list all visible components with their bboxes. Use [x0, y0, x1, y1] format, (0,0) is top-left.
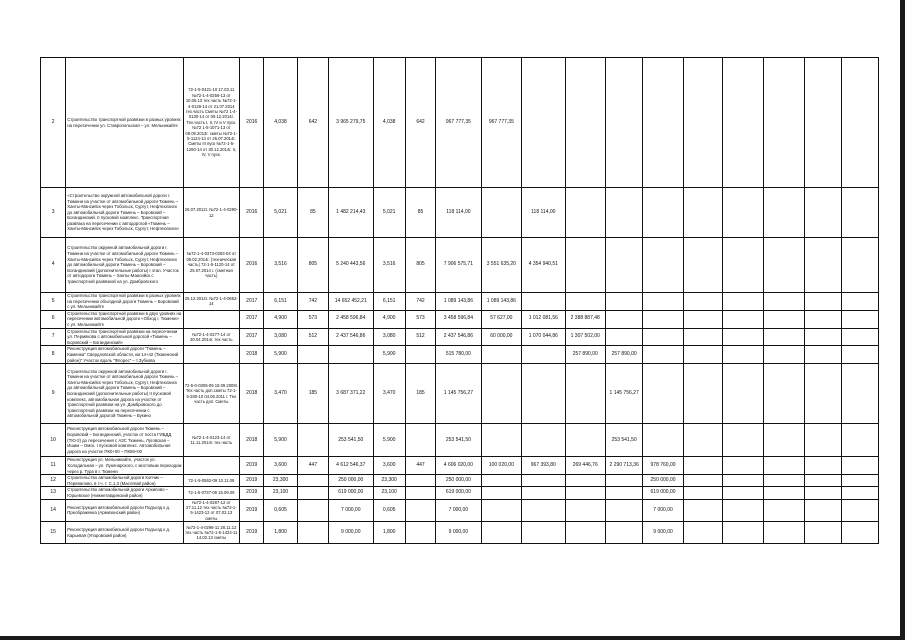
table-row: [41, 293, 879, 311]
cell-document-ref: 25.12.2014г. №72-1-4-0652-14: [183, 293, 240, 311]
cell-area-2: 85: [405, 188, 435, 238]
cell-sum-col-5: [643, 293, 683, 311]
cell-area: [297, 499, 328, 522]
cell-sum-col-5: 978 760,00: [643, 457, 683, 475]
cell-row-number: 13: [41, 487, 66, 499]
cell-object-name: Строительство транспортной развязки в разных уровнях на пересечении ул. Ставропольская – ул. Мельникайте: [66, 58, 183, 188]
cell-empty: [763, 328, 804, 346]
cell-sum-col-4: 253 541,50: [605, 424, 642, 457]
table-row: [41, 346, 879, 364]
cell-total-sum: 7 000,00: [436, 499, 481, 522]
cell-year: 2016: [240, 188, 264, 238]
cell-empty: [842, 364, 879, 424]
cell-empty: [805, 346, 842, 364]
cell-empty: [842, 457, 879, 475]
cell-sum-col-3: [565, 424, 605, 457]
cell-length-km-2: 0,605: [373, 499, 405, 522]
cell-sum-col-4: [605, 58, 642, 188]
cell-empty: [805, 293, 842, 311]
cell-empty: [842, 499, 879, 522]
cell-area-2: [405, 522, 435, 544]
cell-length-km: 23,300: [264, 475, 297, 487]
cell-sum-col-4: 2 290 713,36: [605, 457, 642, 475]
cell-length-km-2: 5,900: [373, 346, 405, 364]
table-row: [41, 310, 879, 328]
table-row: [41, 499, 879, 522]
cell-year: 2019: [240, 487, 264, 499]
cell-cost: 3 965 279,75: [329, 58, 373, 188]
cell-object-name: Строительство окружной автомобильной дороги г. Тюмени на участке от автомобильной дороги Тюмень – Ханты-Мансийск через Тобольск, Сургут, Нефтеюганск до автомобильной дороги Тюмень – Боровский – Богандинский (дополнительные работы) I этап. Участок от автодороги Тюмень – Ханты-Мансийск с транспортной развязкой на ул. Домбровского: [66, 238, 183, 293]
cell-year: 2018: [240, 424, 264, 457]
cell-sum-col-4: 257 890,00: [605, 346, 642, 364]
cell-empty: [723, 238, 763, 293]
cell-length-km: 4,900: [264, 310, 297, 328]
cell-sum-col-2: [522, 475, 565, 487]
cell-row-number: 6: [41, 310, 66, 328]
cell-sum-col-5: [643, 238, 683, 293]
cell-sum-col-4: [605, 328, 642, 346]
cell-year: 2018: [240, 346, 264, 364]
cell-area: [297, 487, 328, 499]
cell-empty: [842, 188, 879, 238]
cell-row-number: 4: [41, 238, 66, 293]
cell-row-number: 11: [41, 457, 66, 475]
cell-sum-col-4: [605, 499, 642, 522]
cell-sum-col-6: [683, 424, 722, 457]
cell-empty: [763, 188, 804, 238]
cell-area-2: [405, 424, 435, 457]
cell-cost: 1 482 214,43: [329, 188, 373, 238]
cell-sum-col-1: 967 777,35: [481, 58, 521, 188]
cell-year: 2017: [240, 328, 264, 346]
cell-row-number: 2: [41, 58, 66, 188]
cell-object-name: Строительство транспортной развязки в двух уровнях на пересечении автомобильной дороги «Обход г. Тюмени» с ул. Мельникайте: [67, 310, 182, 327]
cell-area: 805: [297, 238, 328, 293]
cell-length-km: 4,038: [264, 58, 297, 188]
cell-area-2: [405, 475, 435, 487]
cell-sum-col-2: 1 070 044,86: [522, 328, 565, 346]
cell-empty: [842, 328, 879, 346]
cell-total-sum: 7 906 575,71: [436, 238, 481, 293]
cell-document-ref: №72-1-4-0296-11 28.11.12 тех.часть №72-1-5-1424-11 14.02.13 сметы: [183, 522, 240, 544]
cell-area: 573: [297, 310, 328, 328]
cell-cost: 14 652 452,21: [329, 293, 373, 311]
cell-sum-col-4: [605, 487, 642, 499]
cell-empty: [842, 58, 879, 188]
cell-length-km-2: 4,900: [373, 310, 405, 328]
cell-empty: [842, 238, 879, 293]
cell-document-ref: 72-1-5-0421-10 17.03.11 №72-1-4-0256-13 от 10.06.13 тех.часть №72-1-4-0129-14 от 21.07.2014 тех.часть Сметы №72 1-4-0130-14 от 09.12.2014г. Тех.часть I, II, IV и V пуск. №72 1-5-1071-13 от 08.09.2013г. сметы №72-1-5-1124-14 от 25.07.2014г. Сметы III пуск №72-1-5-1260-14 от 30.12.2014г. II, IV, V пуск.: [183, 58, 240, 188]
cell-area: [297, 475, 328, 487]
cell-sum-col-5: [643, 328, 683, 346]
cell-empty: [805, 475, 842, 487]
cell-sum-col-4: [605, 188, 642, 238]
cell-length-km: 23,100: [264, 487, 297, 499]
cell-sum-col-1: 3 551 635,20: [481, 238, 521, 293]
cell-year: 2019: [240, 499, 264, 522]
cell-year: 2019: [240, 522, 264, 544]
cell-sum-col-3: [565, 58, 605, 188]
cell-area-2: 805: [405, 238, 435, 293]
cell-total-sum: 118 114,00: [436, 188, 481, 238]
cell-sum-col-5: 619 000,00: [643, 487, 683, 499]
cell-sum-col-2: [522, 58, 565, 188]
cell-length-km: 3,080: [264, 328, 297, 346]
cell-sum-col-2: [522, 424, 565, 457]
cell-sum-col-2: 4 354 940,51: [522, 238, 565, 293]
cell-sum-col-3: 269 446,76: [565, 457, 605, 475]
cell-row-number: 10: [41, 424, 66, 457]
cell-sum-col-2: [522, 293, 565, 311]
cell-sum-col-6: [683, 475, 722, 487]
cell-sum-col-3: [565, 522, 605, 544]
cell-area-2: 642: [405, 58, 435, 188]
cell-sum-col-6: [683, 522, 722, 544]
cell-total-sum: 250 000,00: [436, 475, 481, 487]
cell-object-name: Строительство автомобильной дороги Архипово – Юрьевское (Нижнетавдинский район): [66, 487, 183, 499]
cell-document-ref: №72-1-4-0123-14 от 11.11.2014г. тех.часть: [183, 424, 240, 457]
cell-sum-col-5: [643, 424, 683, 457]
road-projects-table: [40, 57, 879, 544]
cell-total-sum: 253 541,50: [436, 424, 481, 457]
cell-length-km: 5,900: [264, 346, 297, 364]
cell-total-sum: 619 000,00: [436, 487, 481, 499]
cell-area: 85: [297, 188, 328, 238]
cell-area-2: 573: [405, 310, 435, 328]
cell-sum-col-1: [481, 475, 521, 487]
cell-area: 185: [297, 364, 328, 424]
cell-area: [297, 522, 328, 544]
cell-sum-col-5: 7 000,00: [643, 499, 683, 522]
cell-area-2: 512: [405, 328, 435, 346]
cell-empty: [763, 487, 804, 499]
cell-total-sum: 2 437 546,86: [436, 328, 481, 346]
cell-row-number: 9: [41, 364, 66, 424]
cell-row-number: 5: [41, 293, 66, 311]
cell-empty: [805, 364, 842, 424]
cell-area: 447: [297, 457, 328, 475]
cell-object-name: Строительство транспортной развязки в разных уровнях на пересечении объездной дороги Тюмень – Боровский с ул. Мельникайте: [66, 293, 183, 311]
cell-cost: 253 541,50: [329, 424, 373, 457]
cell-sum-col-4: [605, 238, 642, 293]
cell-cost: 619 000,00: [329, 487, 373, 499]
cell-object-name: Реконструкция ул. Мельникайте, участок ул. Холодильная – ул. Луначарского, с мостовым переходом через р. Тура в г. Тюмени: [67, 457, 182, 474]
cell-total-sum: 4 606 020,00: [436, 457, 481, 475]
cell-empty: [763, 238, 804, 293]
cell-empty: [805, 487, 842, 499]
cell-empty: [723, 424, 763, 457]
cell-area-2: [405, 346, 435, 364]
cell-length-km-2: 5,900: [373, 424, 405, 457]
cell-length-km: 0,605: [264, 499, 297, 522]
cell-year: 2018: [240, 364, 264, 424]
cell-empty: [805, 238, 842, 293]
cell-sum-col-2: [522, 522, 565, 544]
cell-sum-col-1: [481, 424, 521, 457]
table-row: [41, 522, 879, 544]
cell-length-km-2: 3,600: [373, 457, 405, 475]
cell-year: 2019: [240, 475, 264, 487]
cell-object-name: Строительство транспортной развязки на пересечении ул. Пермякова с автомобильной дорогой «Тюмень – Боровский – Богандинский»: [66, 328, 183, 346]
cell-empty: [763, 499, 804, 522]
cell-empty: [842, 475, 879, 487]
cell-document-ref: 26.07.2012г. №72-1-4-0290-12: [183, 188, 240, 238]
cell-sum-col-6: [683, 188, 722, 238]
cell-row-number: 15: [41, 522, 66, 544]
cell-empty: [763, 310, 804, 328]
cell-sum-col-6: [683, 238, 722, 293]
cell-sum-col-5: 9 000,00: [643, 522, 683, 544]
cell-sum-col-4: [605, 522, 642, 544]
cell-area-2: 447: [405, 457, 435, 475]
cell-sum-col-1: [481, 499, 521, 522]
cell-sum-col-3: [565, 499, 605, 522]
table-row: [41, 424, 879, 457]
cell-empty: [805, 424, 842, 457]
cell-total-sum: 9 000,00: [436, 522, 481, 544]
cell-sum-col-3: 1 307 502,00: [565, 328, 605, 346]
cell-sum-col-6: [683, 457, 722, 475]
cell-length-km-2: 1,800: [373, 522, 405, 544]
cell-sum-col-1: 1 089 143,86: [481, 293, 521, 311]
cell-sum-col-2: [522, 487, 565, 499]
cell-length-km: 5,900: [264, 424, 297, 457]
cell-sum-col-5: [643, 58, 683, 188]
cell-length-km-2: 23,300: [373, 475, 405, 487]
cell-total-sum: 967 777,35: [436, 58, 481, 188]
cell-document-ref: №72-1-4-0373-0293-04 от 06.02.2014г. (техническая часть) 72-1-5-1120-14 от 25.07.2014 г. (сметная часть): [183, 238, 240, 293]
cell-sum-col-1: 57 627,00: [481, 310, 521, 328]
cell-area: [297, 346, 328, 364]
table-row: [41, 238, 879, 293]
cell-empty: [763, 475, 804, 487]
cell-sum-col-2: 967 393,80: [522, 457, 565, 475]
cell-sum-col-1: [481, 487, 521, 499]
table-row: [41, 457, 879, 475]
cell-cost: 2 437 546,86: [329, 328, 373, 346]
cell-sum-col-6: [683, 310, 722, 328]
cell-row-number: 7: [41, 328, 66, 346]
cell-total-sum: 1 089 143,86: [436, 293, 481, 311]
cell-document-ref: 72-1-5-0737-09 15.09.09: [183, 487, 240, 499]
cell-length-km-2: 5,021: [373, 188, 405, 238]
cell-sum-col-1: [481, 364, 521, 424]
cell-year: 2016: [240, 58, 264, 188]
cell-empty: [763, 364, 804, 424]
cell-object-name: Реконструкция автомобильной дороги "Тюмень – Каменка" Свердловской области, км 14+42 (Тюменский район)" Участок вдоль "Флорес" – т.Зубкова: [66, 346, 183, 364]
cell-document-ref: 72-5-0-0305-09 18.09.2009г. Тех.часть доп.сметы 72-1-5-280-10 04.06.2011 г. Тех часть доп. Сметы: [183, 364, 240, 424]
cell-length-km-2: 3,516: [373, 238, 405, 293]
cell-sum-col-4: [605, 293, 642, 311]
cell-row-number: 14: [41, 499, 66, 522]
cell-empty: [763, 58, 804, 188]
cell-sum-col-2: 118 114,00: [522, 188, 565, 238]
cell-cost: 5 240 443,56: [329, 238, 373, 293]
cell-empty: [763, 293, 804, 311]
cell-sum-col-5: 250 000,00: [643, 475, 683, 487]
cell-empty: [805, 58, 842, 188]
cell-empty: [842, 522, 879, 544]
cell-empty: [723, 499, 763, 522]
cell-area: 742: [297, 293, 328, 311]
cell-sum-col-6: [683, 364, 722, 424]
cell-document-ref: [183, 457, 240, 475]
cell-length-km: 1,800: [264, 522, 297, 544]
cell-sum-col-5: [643, 364, 683, 424]
cell-sum-col-6: [683, 293, 722, 311]
cell-sum-col-1: [481, 346, 521, 364]
cell-empty: [723, 522, 763, 544]
scan-edge-bottom: [0, 636, 905, 640]
cell-sum-col-1: [481, 522, 521, 544]
cell-sum-col-1: 100 020,00: [481, 457, 521, 475]
cell-row-number: 3: [41, 188, 66, 238]
cell-empty: [723, 58, 763, 188]
cell-empty: [842, 487, 879, 499]
cell-sum-col-6: [683, 58, 722, 188]
cell-total-sum: 1 145 756,27: [436, 364, 481, 424]
cell-total-sum: 515 780,00: [436, 346, 481, 364]
cell-sum-col-3: 257 890,00: [565, 346, 605, 364]
table-row: [41, 58, 879, 188]
cell-row-number: 8: [41, 346, 66, 364]
cell-sum-col-6: [683, 346, 722, 364]
cell-total-sum: 3 458 596,84: [436, 310, 481, 328]
cell-cost: 250 000,00: [329, 475, 373, 487]
cell-sum-col-3: [565, 188, 605, 238]
cell-empty: [805, 522, 842, 544]
cell-empty: [723, 457, 763, 475]
table-row: [41, 188, 879, 238]
cell-cost: 2 458 596,84: [329, 310, 373, 328]
cell-object-name: Строительство автомобильной дороги Копчик – Перевалово, в т.ч. т. С.1,3 (Маслягай район): [66, 475, 183, 487]
cell-document-ref: 72-1-5-0562-09 10.11.09: [183, 475, 240, 487]
cell-sum-col-3: [565, 293, 605, 311]
cell-sum-col-3: 2 388 887,48: [565, 310, 605, 328]
cell-empty: [763, 457, 804, 475]
cell-sum-col-4: [605, 310, 642, 328]
cell-sum-col-3: [565, 475, 605, 487]
cell-length-km-2: 6,151: [373, 293, 405, 311]
cell-empty: [723, 328, 763, 346]
table-row: [41, 328, 879, 346]
cell-row-number: 12: [41, 475, 66, 487]
cell-sum-col-6: [683, 487, 722, 499]
cell-cost: [329, 346, 373, 364]
table-row: [41, 487, 879, 499]
cell-sum-col-5: [643, 310, 683, 328]
cell-length-km-2: 23,100: [373, 487, 405, 499]
cell-empty: [842, 346, 879, 364]
cell-empty: [723, 346, 763, 364]
cell-year: 2017: [240, 310, 264, 328]
cell-sum-col-2: 1 012 081,56: [522, 310, 565, 328]
cell-area-2: [405, 487, 435, 499]
cell-length-km: 3,600: [264, 457, 297, 475]
cell-document-ref: [183, 346, 240, 364]
cell-sum-col-4: 1 145 756,27: [605, 364, 642, 424]
cell-sum-col-6: [683, 328, 722, 346]
cell-empty: [842, 424, 879, 457]
table-row: [41, 475, 879, 487]
cell-area: 642: [297, 58, 328, 188]
cell-sum-col-1: [481, 188, 521, 238]
cell-empty: [842, 293, 879, 311]
cell-empty: [763, 424, 804, 457]
cell-year: 2019: [240, 457, 264, 475]
scan-edge-right: [900, 0, 905, 640]
cell-area: 512: [297, 328, 328, 346]
cell-length-km-2: 3,080: [373, 328, 405, 346]
cell-empty: [723, 188, 763, 238]
cell-empty: [842, 310, 879, 328]
cell-cost: 4 612 546,37: [329, 457, 373, 475]
cell-sum-col-3: [565, 238, 605, 293]
cell-empty: [723, 293, 763, 311]
cell-cost: 9 000,00: [329, 522, 373, 544]
cell-document-ref: №72-1-4-0287-12 от 27.11.12 тех.часть №72-1-5-1423-12 от 07.02.13 сметы: [183, 499, 240, 522]
cell-length-km-2: 3,470: [373, 364, 405, 424]
cell-document-ref: №72-1-4-0277-14 от 30.04.2014г. тех.часть: [183, 328, 240, 346]
cell-empty: [805, 310, 842, 328]
cell-area-2: [405, 499, 435, 522]
cell-empty: [805, 499, 842, 522]
cell-year: 2017: [240, 293, 264, 311]
cell-year: 2016: [240, 238, 264, 293]
cell-empty: [723, 364, 763, 424]
cell-sum-col-3: [565, 487, 605, 499]
cell-cost: 7 000,00: [329, 499, 373, 522]
cell-sum-col-2: [522, 346, 565, 364]
cell-length-km: 5,021: [264, 188, 297, 238]
cell-empty: [723, 475, 763, 487]
cell-sum-col-5: [643, 188, 683, 238]
cell-empty: [723, 487, 763, 499]
cell-sum-col-5: [643, 346, 683, 364]
cell-object-name: Реконструкция автомобильной дороги Подъезд к д. Карьевая (Упоровский район): [66, 522, 183, 544]
table-row: [41, 364, 879, 424]
cell-length-km: 6,151: [264, 293, 297, 311]
cell-empty: [805, 457, 842, 475]
cell-area: [297, 424, 328, 457]
cell-sum-col-3: [565, 364, 605, 424]
cell-empty: [763, 522, 804, 544]
cell-empty: [805, 328, 842, 346]
cell-object-name: «Строительство окружной автомобильной дороги г. Тюмени на участке от автомобильной дороги Тюмень – Ханты-Мансийск через Тобольск, Сургут, Нефтеюганск до автомобильной дороги Тюмень – Боровский – Богандинский. II пусковой комплекс. Транспортная развязка на пересечении с автодорогой «Тюмень – Ханты-Мансийск через Тобольск, Сургут, Нефтеюганск»: [66, 188, 183, 238]
cell-length-km-2: 4,038: [373, 58, 405, 188]
cell-length-km: 3,516: [264, 238, 297, 293]
cell-empty: [763, 346, 804, 364]
cell-length-km: 3,470: [264, 364, 297, 424]
cell-cost: 3 687 371,22: [329, 364, 373, 424]
cell-sum-col-2: [522, 499, 565, 522]
cell-area-2: 185: [405, 364, 435, 424]
cell-object-name: Строительство окружной автомобильной дороги г. Тюмени на участке от автомобильной дороги Тюмень – Ханты-Мансийск через Тобольск, Сургут, Нефтеюганск до автомобильной дороги Тюмень – Боровский – Богандинский (дополнительные работы) II пусковой комплекс, автомобильная дорога на участке от транспортной развязки на ул. Домбровского до транспортной развязки на пересечении с автомобильной дорогой Тюмень – Букино: [66, 364, 183, 424]
cell-empty: [723, 310, 763, 328]
cell-object-name: Реконструкция автомобильной дороги Подъезд к д. Преображенка (Армизонский район): [66, 499, 183, 522]
cell-object-name: Реконструкция автомобильной дороги Тюмень – Боровский – Богандинский, участок от поста ГИБДД (ТЮ-2) до пересечения с АЗС Тюмень, Луговская – Ишим – Омск. I пусковой комплекс. Автомобильная дорога на участке ПК0+00 – ПК59+00: [66, 424, 183, 457]
cell-sum-col-6: [683, 499, 722, 522]
cell-document-ref: [183, 310, 240, 328]
cell-area-2: 742: [405, 293, 435, 311]
cell-sum-col-2: [522, 364, 565, 424]
cell-empty: [805, 188, 842, 238]
cell-sum-col-4: [605, 475, 642, 487]
cell-sum-col-1: 60 000,00: [481, 328, 521, 346]
